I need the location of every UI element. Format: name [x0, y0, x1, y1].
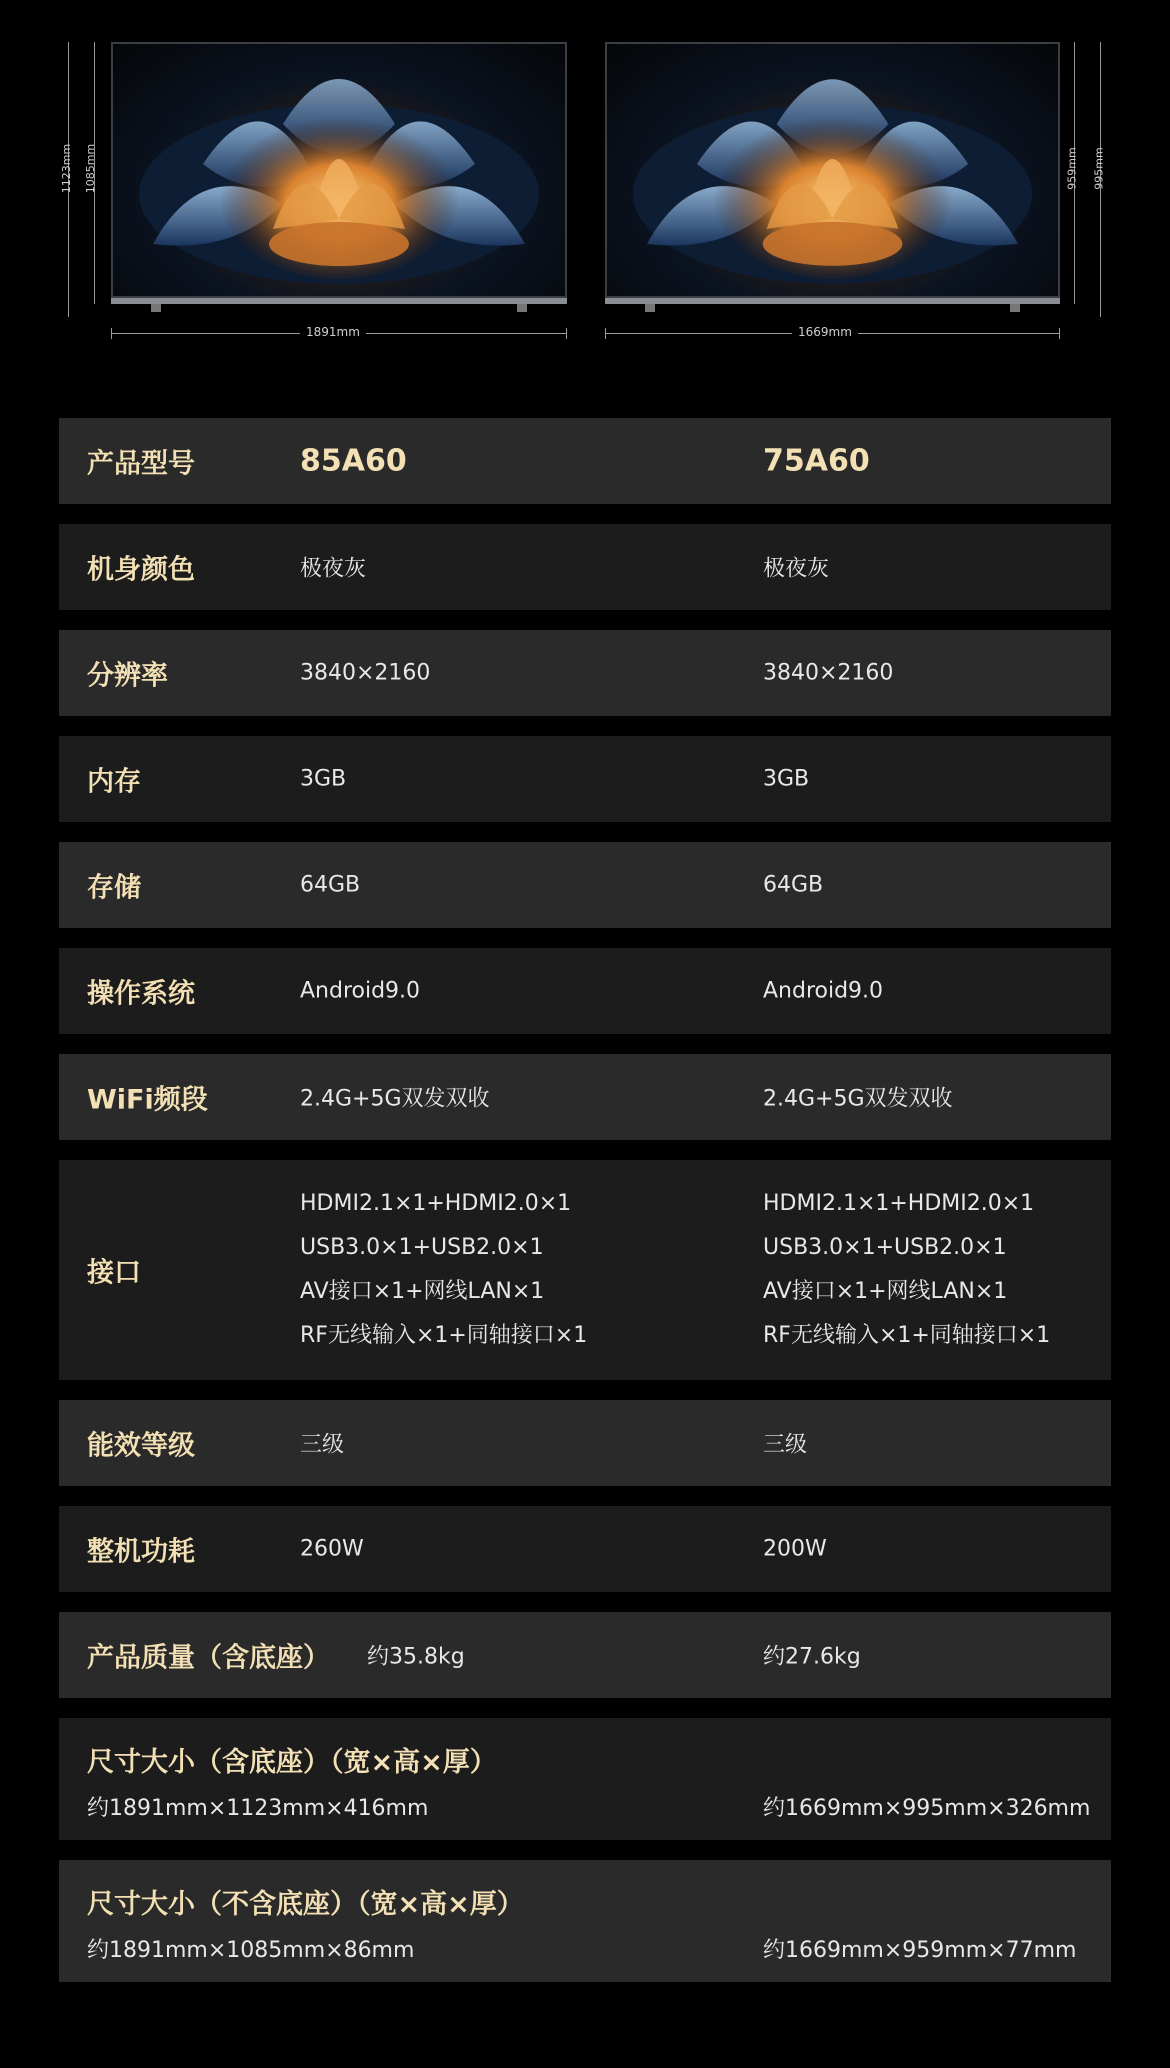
spec-row-storage — [59, 842, 1111, 928]
spec-row-power — [59, 1506, 1111, 1592]
port-line: RF无线输入×1+同轴接口×1 — [763, 1323, 1051, 1348]
row-label: 存储 — [87, 872, 141, 904]
row-value-1: 三级 — [300, 1432, 345, 1458]
row-value-1: 极夜灰 — [300, 556, 367, 582]
tv-85-illustration — [111, 42, 567, 312]
row-label: 机身颜色 — [87, 554, 195, 586]
spec-table — [59, 418, 1111, 2002]
spec-row-size-with-stand — [59, 1718, 1111, 1840]
spec-row-resolution — [59, 630, 1111, 716]
spec-row-energy — [59, 1400, 1111, 1486]
row-label: 操作系统 — [87, 978, 195, 1010]
row-value-1: 约1891mm×1123mm×416mm — [87, 1796, 429, 1821]
lotus-image — [607, 44, 1058, 296]
port-line: HDMI2.1×1+HDMI2.0×1 — [763, 1191, 1035, 1216]
row-label: 分辨率 — [87, 660, 168, 692]
port-line: RF无线输入×1+同轴接口×1 — [300, 1323, 588, 1348]
row-value-1: 2.4G+5G双发双收 — [300, 1086, 490, 1112]
row-value-2: 三级 — [763, 1432, 808, 1458]
row-value-2: 约1669mm×995mm×326mm — [763, 1796, 1091, 1821]
row-label: WiFi频段 — [87, 1084, 208, 1116]
spec-row-color — [59, 524, 1111, 610]
port-line: USB3.0×1+USB2.0×1 — [300, 1235, 544, 1260]
row-label: 能效等级 — [87, 1430, 195, 1462]
spec-row-model — [59, 418, 1111, 504]
ports-list-75 — [763, 1182, 1050, 1358]
model-85: 85A60 — [300, 443, 407, 479]
row-value-1: 3GB — [300, 766, 347, 792]
row-value-1: Android9.0 — [300, 978, 421, 1004]
row-value-2: Android9.0 — [763, 978, 884, 1004]
row-value-2: 2.4G+5G双发双收 — [763, 1086, 953, 1112]
row-value-2: 约1669mm×959mm×77mm — [763, 1938, 1077, 1963]
row-value-1: 约35.8kg — [367, 1644, 465, 1670]
row-label: 产品型号 — [87, 448, 195, 480]
row-label: 内存 — [87, 766, 141, 798]
row-label: 整机功耗 — [87, 1536, 195, 1568]
spec-row-memory — [59, 736, 1111, 822]
row-value-2: 极夜灰 — [763, 556, 830, 582]
row-label: 产品质量（含底座） — [87, 1642, 330, 1674]
tv1-height-outer-label: 1123mm — [60, 143, 74, 194]
model-75: 75A60 — [763, 443, 870, 479]
row-value-2: 3840×2160 — [763, 660, 894, 686]
spec-row-weight — [59, 1612, 1111, 1698]
port-line: HDMI2.1×1+HDMI2.0×1 — [300, 1191, 572, 1216]
lotus-image — [113, 44, 565, 296]
tv1-height-inner-label: 1085mm — [84, 143, 98, 194]
row-value-2: 约27.6kg — [763, 1644, 861, 1670]
spec-row-size-without-stand — [59, 1860, 1111, 1982]
tv2-height-outer-label: 995mm — [1092, 147, 1106, 190]
tv-dimension-diagram — [0, 0, 1170, 380]
spec-row-os — [59, 948, 1111, 1034]
tv1-width-label: 1891mm — [300, 325, 366, 339]
tv2-height-inner-label: 959mm — [1065, 147, 1079, 190]
spec-row-wifi — [59, 1054, 1111, 1140]
row-value-2: 200W — [763, 1536, 827, 1562]
tv-75-illustration — [605, 42, 1060, 312]
row-value-2: 64GB — [763, 872, 824, 898]
row-label: 接口 — [87, 1257, 141, 1289]
row-value-2: 3GB — [763, 766, 810, 792]
port-line: AV接口×1+网线LAN×1 — [763, 1279, 1008, 1304]
port-line: USB3.0×1+USB2.0×1 — [763, 1235, 1007, 1260]
tv-screen-lotus-image — [111, 42, 567, 298]
ports-list-85 — [300, 1182, 587, 1358]
tv2-width-label: 1669mm — [792, 325, 858, 339]
row-value-1: 260W — [300, 1536, 364, 1562]
row-value-1: 约1891mm×1085mm×86mm — [87, 1938, 415, 1963]
row-label: 尺寸大小（含底座）（宽×高×厚） — [87, 1747, 497, 1778]
row-label: 尺寸大小（不含底座）（宽×高×厚） — [87, 1889, 524, 1920]
tv-screen-lotus-image-2 — [605, 42, 1060, 298]
port-line: AV接口×1+网线LAN×1 — [300, 1279, 545, 1304]
row-value-1: 3840×2160 — [300, 660, 431, 686]
spec-row-ports — [59, 1160, 1111, 1380]
row-value-1: 64GB — [300, 872, 361, 898]
